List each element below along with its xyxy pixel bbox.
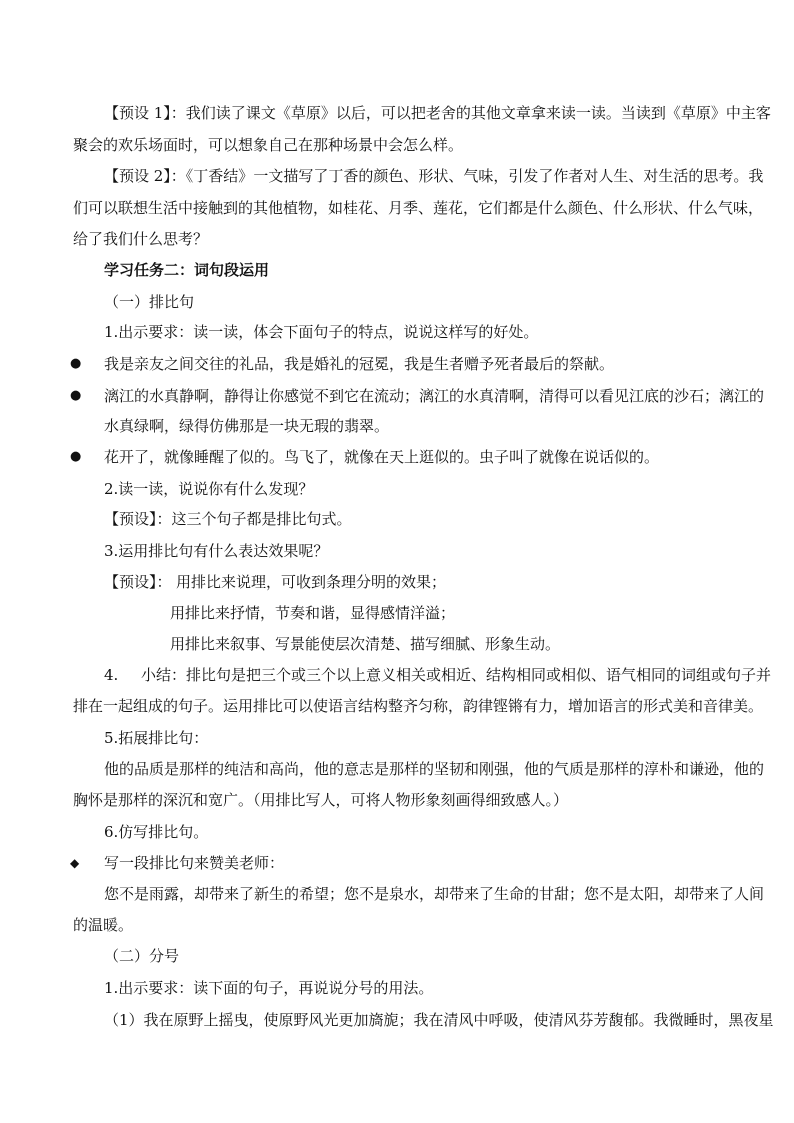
- extend-heading: 5.拓展排比句：: [104, 729, 209, 747]
- extend-line-1: 他的品质是那样的纯洁和高尚，他的意志是那样的坚韧和刚强，他的气质是那样的淳朴和谦逊，他的: [104, 760, 765, 778]
- preset-2-line-2: 们可以联想生活中接触到的其他植物，如桂花、月季、莲花，它们都是什么颜色、什么形状、什么气味，: [73, 199, 764, 217]
- answer-3-label: 【预设】：: [104, 573, 172, 591]
- example-1: （1）我在原野上摇曳，使原野风光更加旖旎；我在清风中呼吸，使清风芬芳馥郁。我微睡时，黑夜星: [104, 1011, 774, 1029]
- question-3: 3.运用排比句有什么表达效果呢？: [104, 542, 329, 560]
- preset-2-line-3: 给了我们什么思考？: [73, 230, 209, 248]
- summary-number: 4.: [104, 666, 119, 684]
- answer-3-item-1: 用排比来说理，可收到条理分明的效果；: [176, 573, 447, 591]
- imitate-heading: 6.仿写排比句。: [104, 823, 209, 841]
- summary-line-1: 小结：排比句是把三个或三个以上意义相关或相近、结构相同或相似、语气相同的词组或句子并: [141, 666, 772, 684]
- section-1-heading: （一）排比句: [104, 293, 195, 311]
- answer-3-item-3: 用排比来叙事、写景能使层次清楚、描写细腻、形象生动。: [170, 635, 561, 653]
- praise-teacher-line-2: 的温暖。: [73, 916, 134, 934]
- answer-2: 【预设】：这三个句子都是排比句式。: [104, 510, 352, 528]
- task-2-heading: 学习任务二：词句段运用: [104, 261, 270, 279]
- summary-line-2: 排在一起组成的句子。运用排比可以使语言结构整齐匀称，韵律铿锵有力，增加语言的形式美和音律美。: [73, 697, 764, 715]
- bullet-sentence-3: 花开了，就像睡醒了似的。鸟飞了，就像在天上逛似的。虫子叫了就像在说话似的。: [104, 448, 660, 466]
- section-2-heading: （二）分号: [104, 947, 180, 965]
- extend-line-2: 胸怀是那样的深沉和宽广。（用排比写人，可将人物形象刻画得细致感人。）: [73, 791, 569, 809]
- bullet-dot-icon: ●: [70, 388, 82, 403]
- praise-teacher-heading: 写一段排比句来赞美老师：: [104, 854, 285, 872]
- bullet-dot-icon: ●: [70, 356, 82, 371]
- preset-1-line-2: 聚会的欢乐场面时，可以想象自己在那种场景中会怎么样。: [73, 136, 464, 154]
- requirement-1: 1.出示要求：读一读，体会下面句子的特点，说说这样写的好处。: [104, 323, 539, 341]
- preset-1-line-1: 【预设 1】：我们读了课文《草原》以后，可以把老舍的其他文章拿来读一读。当读到《草原》中主客: [104, 104, 771, 122]
- requirement-2: 1.出示要求：读下面的句子，再说说分号的用法。: [104, 979, 434, 997]
- question-2: 2.读一读，说说你有什么发现？: [104, 480, 314, 498]
- answer-3-item-2: 用排比来抒情，节奏和谐，显得感情洋溢；: [170, 604, 456, 622]
- praise-teacher-line-1: 您不是雨露，却带来了新生的希望；您不是泉水，却带来了生命的甘甜；您不是太阳，却带来了人间: [104, 885, 765, 903]
- bullet-dot-icon: ●: [70, 449, 82, 464]
- preset-2-line-1: 【预设 2】：《丁香结》一文描写了丁香的颜色、形状、气味，引发了作者对人生、对生活的思考。我: [104, 167, 764, 185]
- bullet-sentence-2-line-2: 水真绿啊，绿得仿佛那是一块无瑕的翡翠。: [104, 417, 390, 435]
- bullet-sentence-2-line-1: 漓江的水真静啊，静得让你感觉不到它在流动；漓江的水真清啊，清得可以看见江底的沙石；漓江的: [104, 387, 765, 405]
- bullet-sentence-1: 我是亲友之间交往的礼品，我是婚礼的冠冕，我是生者赠予死者最后的祭献。: [104, 355, 615, 373]
- diamond-bullet-icon: ◆: [70, 856, 80, 870]
